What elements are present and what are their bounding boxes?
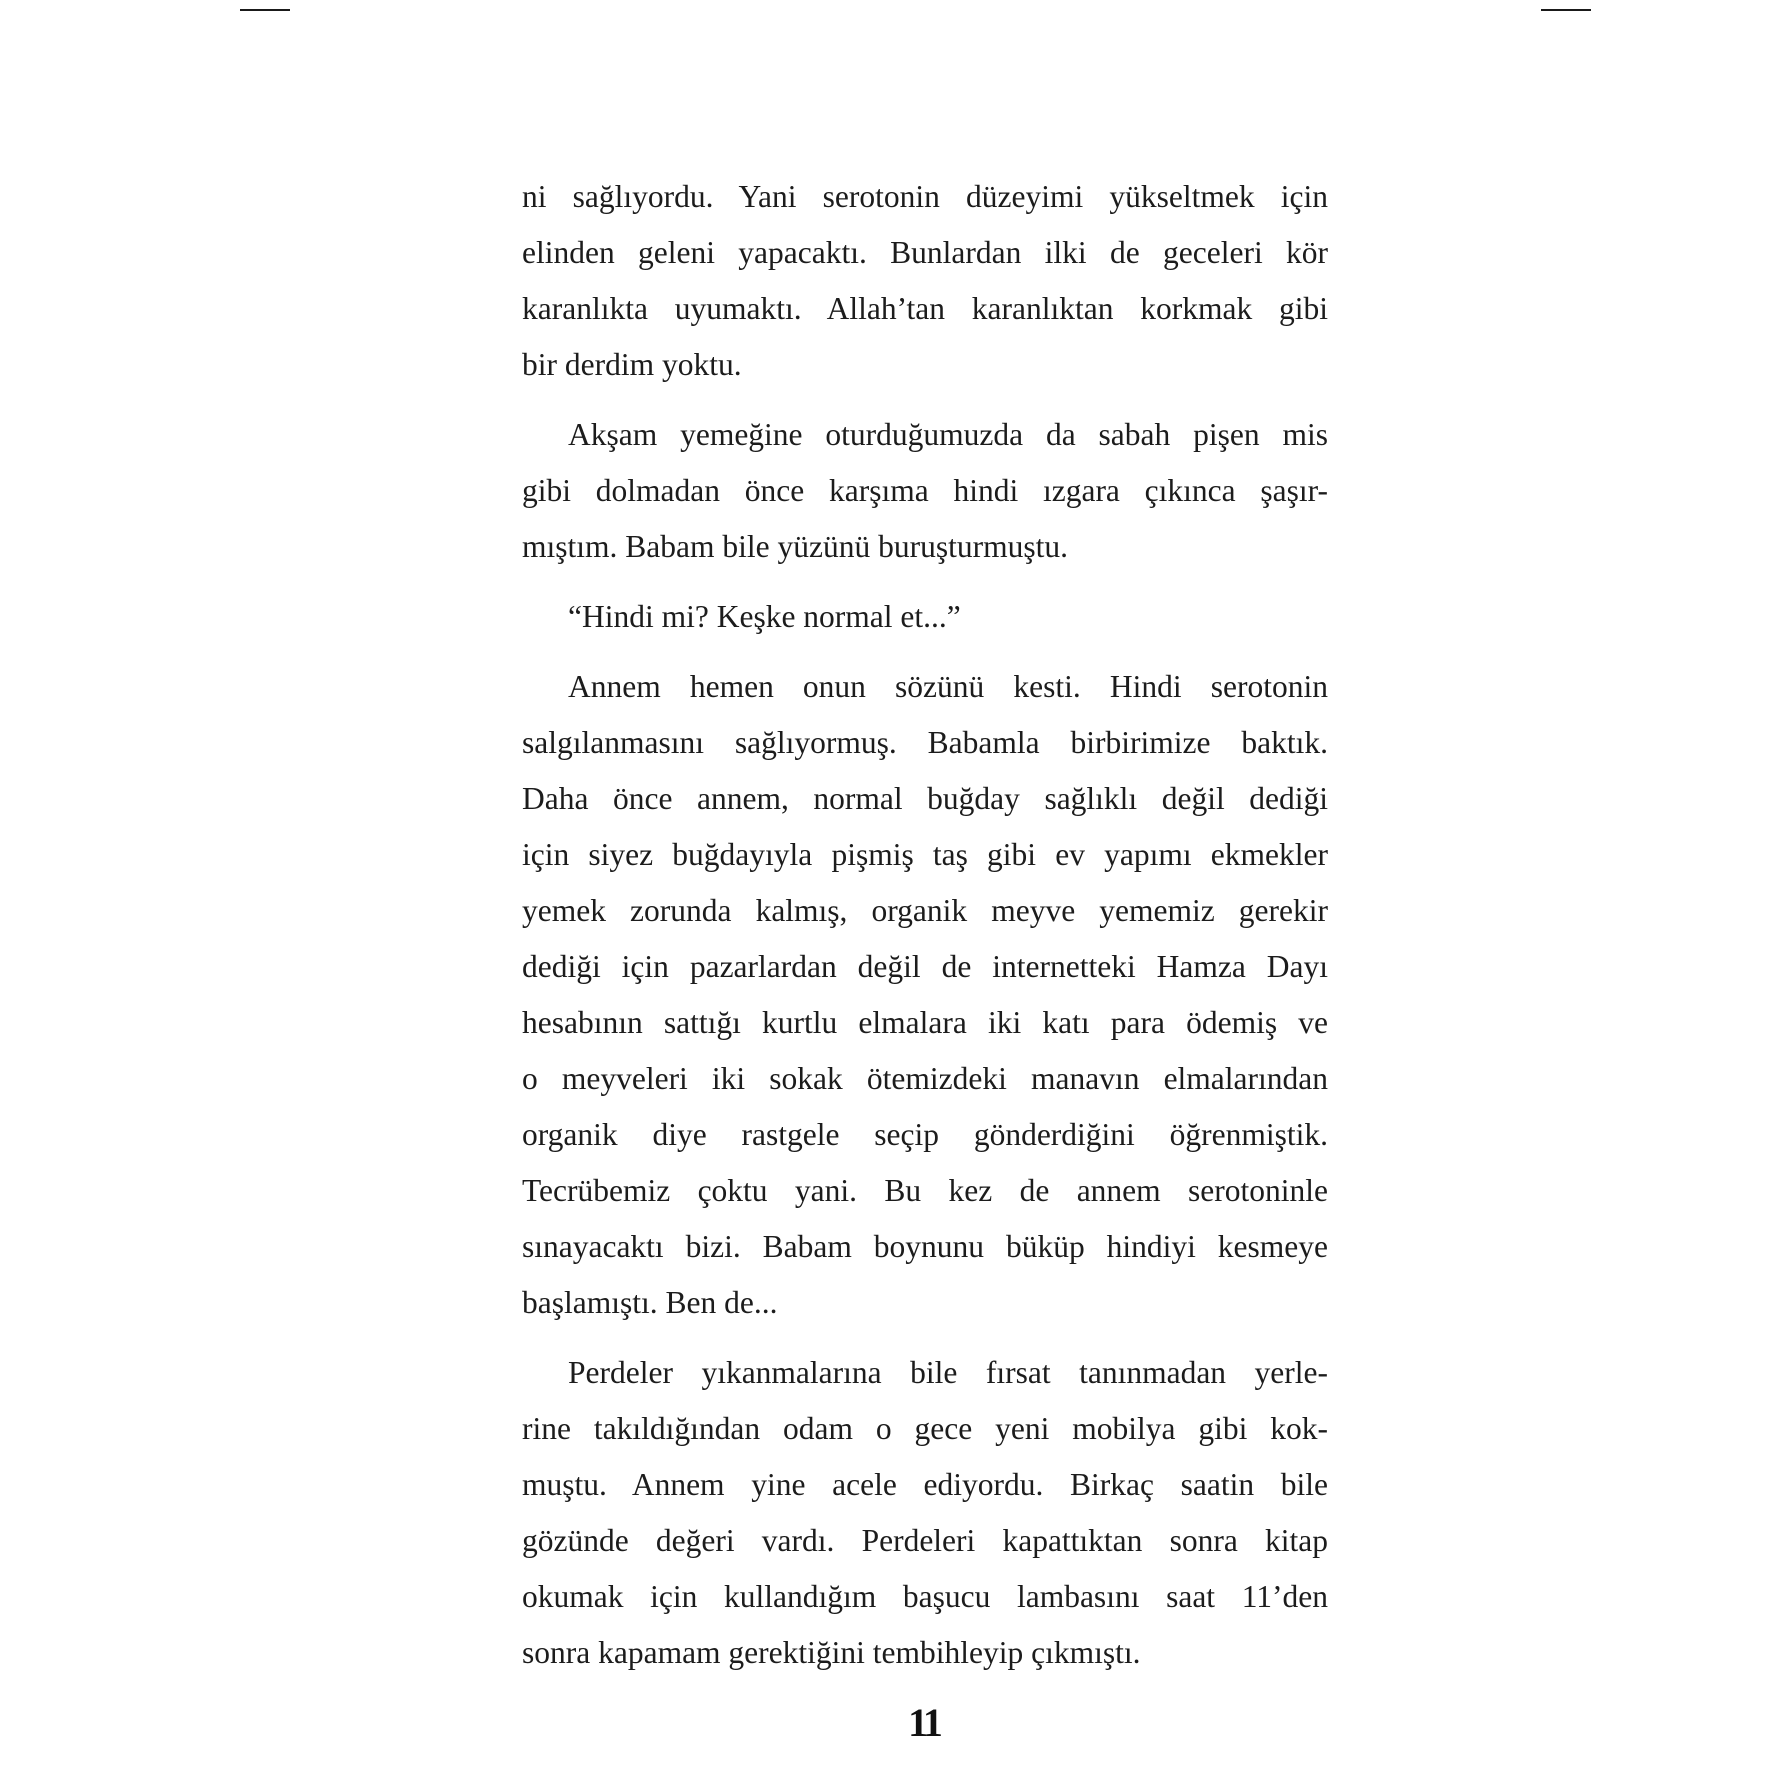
- text-line: elinden geleni yapacaktı. Bunlardan ilki de geceleri kör: [522, 235, 1328, 270]
- text-line: organik diye rastgele seçip gönderdiğini öğrenmiştik.: [522, 1117, 1328, 1152]
- paragraph: [522, 169, 1328, 393]
- text-line: başlamıştı. Ben de...: [522, 1285, 778, 1320]
- text-line: sonra kapamam gerektiğini tembihleyip çıkmıştı.: [522, 1635, 1141, 1670]
- text-line: gibi dolmadan önce karşıma hindi ızgara çıkınca şaşır-: [522, 473, 1328, 508]
- text-line: bir derdim yoktu.: [522, 347, 742, 382]
- text-line: gözünde değeri vardı. Perdeleri kapattıktan sonra kitap: [522, 1523, 1328, 1558]
- text-line: salgılanmasını sağlıyormuş. Babamla birbirimize baktık.: [522, 725, 1328, 760]
- page-number: 11: [908, 1700, 940, 1745]
- text-line: yemek zorunda kalmış, organik meyve yememiz gerekir: [522, 893, 1328, 928]
- body-text: [522, 169, 1328, 1695]
- text-line: Akşam yemeğine oturduğumuzda da sabah pişen mis: [568, 417, 1328, 452]
- text-line: rine takıldığından odam o gece yeni mobilya gibi kok-: [522, 1411, 1328, 1446]
- text-line: Daha önce annem, normal buğday sağlıklı değil dediği: [522, 781, 1328, 816]
- crop-mark-top-right: [1541, 9, 1591, 11]
- text-line: “Hindi mi? Keşke normal et...”: [568, 599, 961, 634]
- text-line: sınayacaktı bizi. Babam boynunu büküp hindiyi kesmeye: [522, 1229, 1328, 1264]
- text-line: Tecrübemiz çoktu yani. Bu kez de annem serotoninle: [522, 1173, 1328, 1208]
- text-line: muştu. Annem yine acele ediyordu. Birkaç saatin bile: [522, 1467, 1328, 1502]
- text-line: Annem hemen onun sözünü kesti. Hindi serotonin: [568, 669, 1328, 704]
- crop-mark-top-left: [240, 9, 290, 11]
- text-line: mıştım. Babam bile yüzünü buruşturmuştu.: [522, 529, 1068, 564]
- paragraph-dialogue: [522, 589, 1328, 645]
- paragraph: [522, 407, 1328, 575]
- text-line: o meyveleri iki sokak ötemizdeki manavın elmalarından: [522, 1061, 1328, 1096]
- paragraph: [522, 659, 1328, 1331]
- text-line: karanlıkta uyumaktı. Allah’tan karanlıktan korkmak gibi: [522, 291, 1328, 326]
- text-line: ni sağlıyordu. Yani serotonin düzeyimi yükseltmek için: [522, 179, 1328, 214]
- text-line: dediği için pazarlardan değil de internetteki Hamza Dayı: [522, 949, 1328, 984]
- text-line: Perdeler yıkanmalarına bile fırsat tanınmadan yerle-: [568, 1355, 1328, 1390]
- text-line: okumak için kullandığım başucu lambasını saat 11’den: [522, 1579, 1328, 1614]
- paragraph: [522, 1345, 1328, 1681]
- text-line: hesabının sattığı kurtlu elmalara iki katı para ödemiş ve: [522, 1005, 1328, 1040]
- text-line: için siyez buğdayıyla pişmiş taş gibi ev yapımı ekmekler: [522, 837, 1328, 872]
